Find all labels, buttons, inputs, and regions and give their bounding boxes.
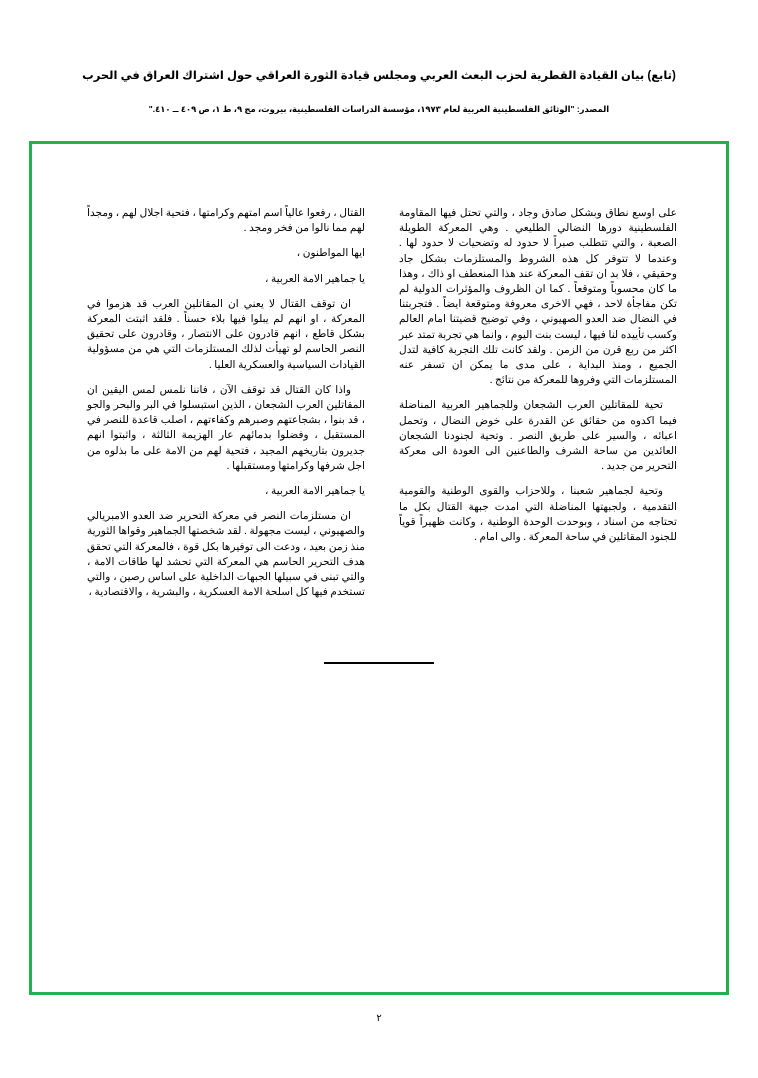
- paragraph: ايها المواطنون ،: [296, 248, 365, 260]
- body-columns: [87, 206, 677, 610]
- horizontal-rule: [324, 662, 434, 664]
- paragraph: تحية للمقاتلين العرب الشجعان وللجماهير العربية المناضلة فيما اكدوه من حقائق عن القدرة على خوض النضال ، وتحمل اعبائه ، والسير على طريق النصر . وتحية لجنودنا الشجعان العائدين من ساحة الشرف والطاعنين الى العودة الى معركة التحرير من جديد .: [399, 400, 677, 473]
- column-left: [399, 206, 677, 610]
- paragraph: يا جماهير الامة العربية ،: [264, 273, 365, 285]
- paragraph: ان توقف القتال لا يعني ان المقاتلين العرب قد هزموا في المعركة ، او انهم لم يبلوا فيها بلاء حسناً . فلقد اثبتت المعركة بشكل قاطع ، انهم قادرون على الانتصار ، وقادرون على تحقيق النصر الحاسم لو تهيأت لذلك المستلزمات التي هي من مسؤولية القيادات السياسية والعسكرية العليا .: [87, 298, 365, 371]
- document-source-line: المصدر: "الوثائق الفلسطينية العربية لعام ١٩٧٣، مؤسسة الدراسات الفلسطينية، بيروت، مج ٩، ط ١، ص ٤٠٩ ــ ٤١٠.": [148, 104, 610, 114]
- paragraph: واذا كان القتال قد توقف الآن ، فاننا نلمس لمس اليقين ان المقاتلين العرب الشجعان ، الذين استبسلوا في البر والبحر والجو ، قد بنوا ، بشجاعتهم وصبرهم وكفاءتهم ، اصلب قاعدة للنصر في المستقبل ، وفضلوا بدمائهم عار الهزيمة الثالثة ، واثبتوا انهم جديرون بتاريخهم المجيد ، فتحية لهم من الامة على ما بذلوه من اجل شرفها وكرامتها ومستقبلها .: [87, 384, 365, 472]
- green-border-frame: [29, 141, 729, 995]
- paragraph: ان مستلزمات النصر في معركة التحرير ضد العدو الامبريالي والصهيوني ، ليست مجهولة . لقد شخصتها الجماهير وقواها الثورية منذ زمن بعيد ، ودعت الى توفيرها بكل قوة ، فالمعركة التي تحقق هدف التحرير الحاسم هي المعركة التي تحشد لها طاقات الامة ، والتي تبنى في سبيلها الجبهات الداخلية على اساس رصين ، والتي تستخدم فيها كل اسلحة الامة العسكرية ، والبشرية ، والاقتصادية ،: [87, 511, 365, 599]
- paragraph: يا جماهير الامة العربية ،: [264, 486, 365, 498]
- page-title: (تابع) بيان القيادة القطرية لحزب البعث العربي ومجلس قيادة الثورة العراقي حول اشتراك العراق في الحرب: [82, 70, 676, 82]
- page-number: ٢: [376, 1013, 382, 1024]
- column-right: [87, 206, 365, 610]
- paragraph: القتال ، رفعوا عالياً اسم امتهم وكرامتها ، فتحية اجلال لهم ، ومجداً لهم مما نالوا من فخر ومجد .: [87, 208, 365, 235]
- paragraph: وتحية لجماهير شعبنا ، وللاحزاب والقوى الوطنية والقومية التقدمية ، ولجبهتها المناضلة التي امدت جبهة القتال بكل ما تحتاجه من اسناد ، وبوحدت الوحدة الوطنية ، وكانت ظهيراً قوياً للجنود المقاتلين في ساحة المعركة . والى امام .: [399, 486, 677, 544]
- paragraph: على اوسع نطاق وبشكل صادق وجاد ، والتي تحتل فيها المقاومة الفلسطينية دورها النضالي الطليعي . وهي المعركة الطويلة الصعبة ، والتي تتطلب صبراً لا حدود له وتضحيات لا حدود لها . وعندما لا تتوفر كل هذه الشروط والمستلزمات بشكل جاد وحقيقي ، فلا بد ان تقف المعركة عند هذا المنعطف او ذاك ، وهذا ما كان محسوباً ومتوقعاً . كما ان الظروف والمؤثرات الدولية لم تكن مفاجأة لاحد ، فهي الاخرى معروفة ومتوقعة ايضاً . فتجربتنا في النضال ضد العدو الصهيوني ، وفي توضيح قضيتنا امام العالم وكسب تأييده لنا فيها ، ليست بنت اليوم ، وانما هي تجربة تمتد عبر اكثر من ربع قرن من الزمن . ولقد كانت تلك التجربة كافية لتدل الجميع ، ومنذ البداية ، على مدى ما يمكن ان تسفر عنه المستلزمات التي وفروها للمعركة من نتائج .: [399, 208, 677, 387]
